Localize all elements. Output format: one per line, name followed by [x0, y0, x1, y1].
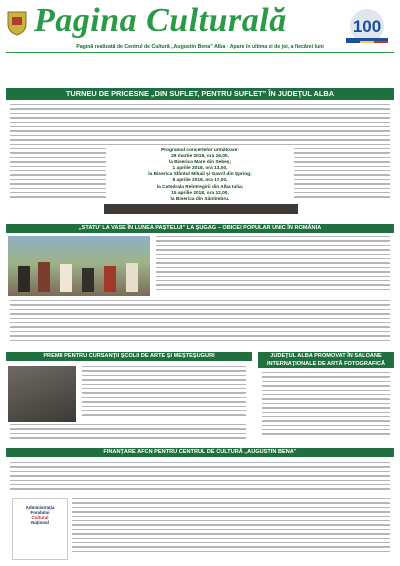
program-line: 1 aprilie 2018, ora 13,00, [172, 166, 228, 172]
program-line: la Biserica Sfântul Mihail şi Gavril din Şpring; [148, 172, 252, 178]
county-crest-icon [6, 10, 28, 36]
vase-article-text [10, 300, 390, 344]
sugag-photo [8, 236, 150, 296]
afcn-logo [12, 498, 68, 560]
sugag-photo-figures [8, 236, 150, 296]
afcn-logo-line: Naţional [31, 520, 49, 525]
program-heading: Programul concertelor următoare: [161, 148, 239, 153]
afcn-logo-line: Cultural [31, 515, 49, 520]
afcn-logo-line: Administraţia [25, 505, 55, 510]
masthead [0, 0, 400, 78]
pricesne-article-text [10, 104, 390, 148]
choir-photo [104, 204, 298, 214]
judet-article-text [262, 372, 390, 442]
finantare-side-text [72, 498, 390, 558]
centenary-logo [340, 6, 394, 46]
program-line: la Biserica Mare din Sebeş; [168, 160, 232, 166]
program-line: 15 aprilie 2018, ora 12,00, [171, 190, 229, 196]
masthead-rule [6, 52, 394, 53]
finantare-article-text [10, 462, 390, 496]
vase-side-text [156, 236, 390, 296]
centenary-number: 100 [352, 17, 382, 36]
premii-heading: PREMII PENTRU CURSANŢII ŞCOLII DE ARTE ŞI MEŞTEŞUGURI [6, 352, 252, 361]
program-line: 8 aprilie 2018, ora 17,00, [172, 178, 228, 184]
program-line: 29 martie 2018, ora 16,00, [171, 154, 229, 160]
premii-article-text [10, 424, 246, 442]
masthead-subtitle: Pagină realizată de Centrul de Cultură „Augustin Bena” Alba · Apare în ultima zi de joi, a fiecărei luni [76, 44, 324, 50]
concert-program [112, 148, 288, 203]
pricesne-heading: TURNEU DE PRICESNE „DIN SUFLET, PENTRU SUFLET” ÎN JUDEŢUL ALBA [6, 88, 394, 100]
pricesne-side-text [294, 148, 390, 204]
pricesne-side-text [10, 148, 106, 204]
vase-heading: „STATU' LA VASE ÎN LUNEA PAŞTELUI” LA ŞUGAG – OBICEI POPULAR UNIC ÎN ROMÂNIA [6, 224, 394, 233]
publication-title: Pagina Culturală [34, 2, 287, 39]
program-line: la Catedrala Reîntregirii din Alba Iulia; [156, 184, 244, 190]
program-line: la Biserica din Sântimbru. [170, 196, 230, 202]
award-photo [8, 366, 76, 422]
afcn-logo-line: Fondului [30, 510, 50, 515]
judet-heading: JUDEŢUL ALBA PROMOVAT ÎN SALOANE INTERNAŢIONALE DE ARTĂ FOTOGRAFICĂ [258, 352, 394, 368]
premii-side-text [82, 366, 246, 422]
finantare-heading: FINANŢARE AFCN PENTRU CENTRUL DE CULTURĂ „AUGUSTIN BENA” [6, 448, 394, 457]
